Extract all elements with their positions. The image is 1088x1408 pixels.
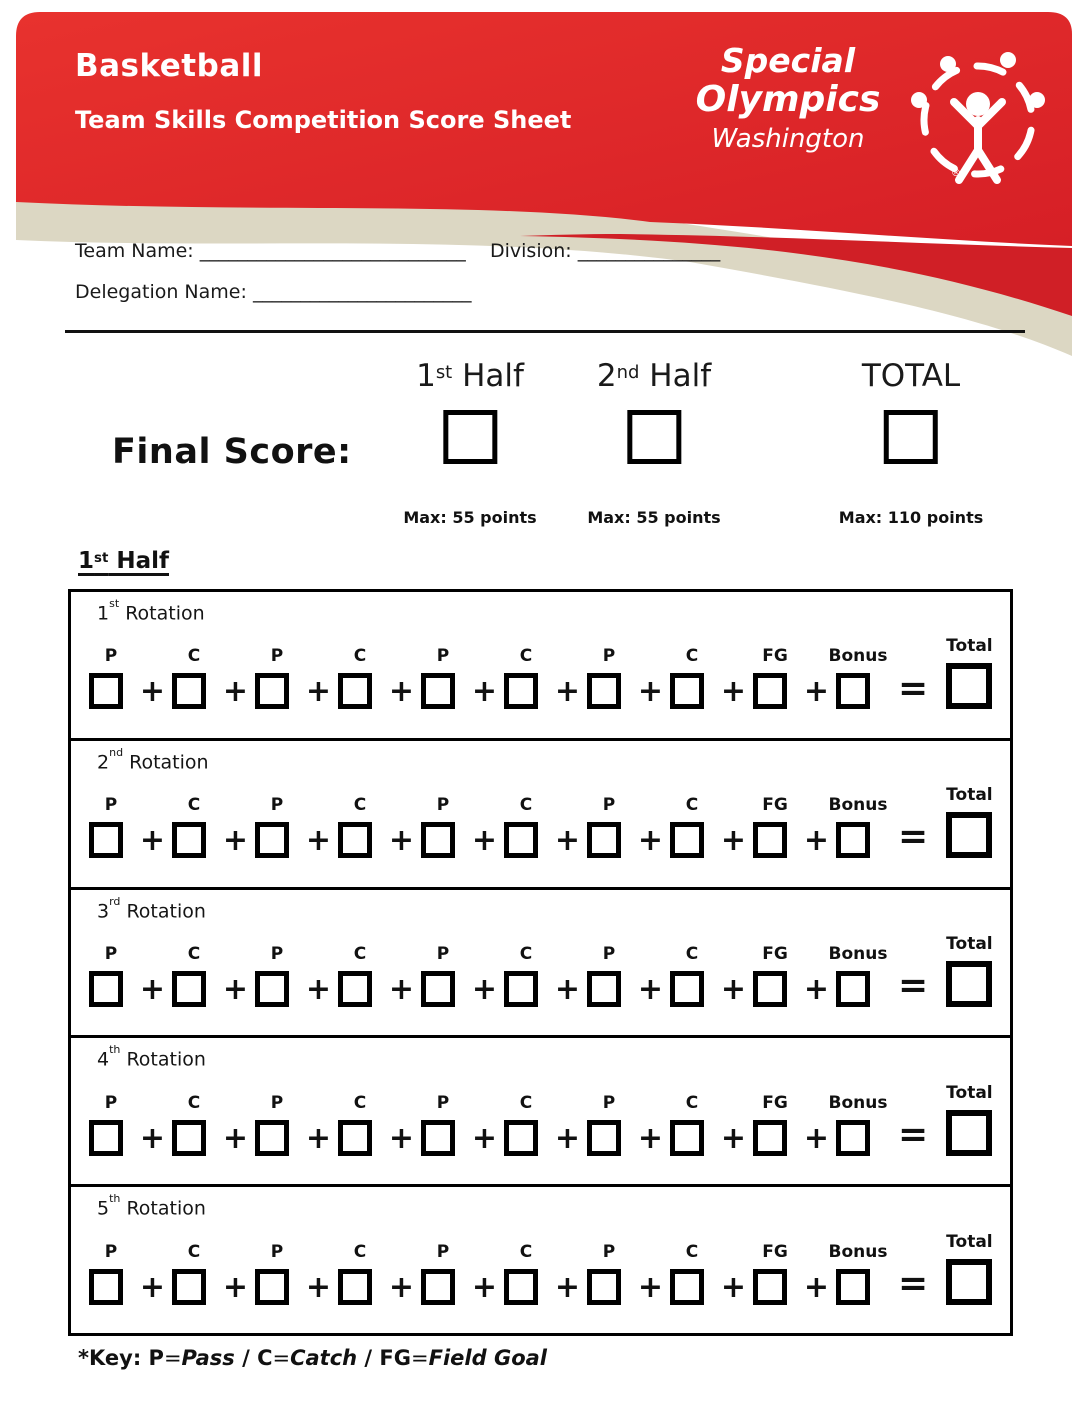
skill-cell-bonus bbox=[828, 646, 888, 709]
score-box-pass-4[interactable] bbox=[587, 1120, 621, 1156]
total-column-header: TOTAL bbox=[861, 358, 961, 394]
plus-sign: + bbox=[139, 674, 166, 710]
skill-cell-bonus bbox=[828, 795, 888, 858]
score-box-bonus[interactable] bbox=[836, 1120, 870, 1156]
team-name-blank-line[interactable]: ____________________________ bbox=[199, 240, 466, 262]
skill-cell-field-goal bbox=[753, 944, 836, 1007]
plus-sign: + bbox=[388, 1269, 415, 1305]
skill-label: P bbox=[104, 646, 118, 667]
team-name-label: Team Name: bbox=[75, 240, 194, 262]
first-half-score-box[interactable] bbox=[443, 410, 497, 464]
skill-label: P bbox=[436, 646, 450, 667]
key-term-field-goal: Field Goal bbox=[428, 1346, 547, 1370]
skill-label: C bbox=[685, 1241, 699, 1262]
score-box-pass-1[interactable] bbox=[89, 673, 123, 709]
skill-cell-pass-1 bbox=[89, 944, 172, 1007]
team-name-field bbox=[75, 240, 466, 262]
score-box-catch-1[interactable] bbox=[172, 971, 206, 1007]
skill-label: C bbox=[187, 1241, 201, 1262]
skill-cell-pass-4 bbox=[587, 1242, 670, 1305]
skill-cell-catch-1 bbox=[172, 795, 255, 858]
rotation-row bbox=[71, 1038, 1010, 1187]
wordmark-line-washington: Washington bbox=[711, 124, 865, 155]
key-note: *Key: P=Pass / C=Catch / FG=Field Goal bbox=[78, 1346, 547, 1370]
score-box-pass-3[interactable] bbox=[421, 822, 455, 858]
final-score-column-total bbox=[839, 358, 983, 527]
score-box-catch-1[interactable] bbox=[172, 1269, 206, 1305]
score-box-catch-4[interactable] bbox=[670, 1269, 704, 1305]
plus-sign: + bbox=[554, 971, 581, 1007]
skill-label: C bbox=[519, 646, 533, 667]
total-max-points: Max: 110 points bbox=[838, 508, 984, 527]
plus-sign: + bbox=[637, 674, 664, 710]
rotation-row bbox=[71, 1187, 1010, 1333]
plus-sign: + bbox=[637, 1120, 664, 1156]
rotation-total-cell bbox=[946, 1232, 992, 1305]
skill-label: C bbox=[353, 795, 367, 816]
skill-label: C bbox=[519, 1241, 533, 1262]
skill-label: P bbox=[270, 1241, 284, 1262]
plus-sign: + bbox=[305, 971, 332, 1007]
skill-label: C bbox=[685, 943, 699, 964]
rotation-total-box[interactable] bbox=[946, 663, 992, 709]
score-box-pass-2[interactable] bbox=[255, 971, 289, 1007]
equals-sign: = bbox=[898, 965, 929, 1007]
total-label: Total bbox=[946, 636, 993, 657]
skill-cell-pass-4 bbox=[587, 795, 670, 858]
equals-sign: = bbox=[898, 1262, 929, 1304]
rotation-total-box[interactable] bbox=[946, 1259, 992, 1305]
plus-sign: + bbox=[139, 971, 166, 1007]
skill-cell-catch-4 bbox=[670, 944, 753, 1007]
rotation-total-cell bbox=[946, 1083, 992, 1156]
total-label: Total bbox=[946, 933, 993, 954]
skill-label: P bbox=[270, 943, 284, 964]
skill-label: P bbox=[270, 795, 284, 816]
score-box-catch-2[interactable] bbox=[338, 1269, 372, 1305]
final-score-column-second-half bbox=[587, 358, 720, 527]
skill-cell-catch-2 bbox=[338, 646, 421, 709]
plus-sign: + bbox=[471, 971, 498, 1007]
skill-label: P bbox=[270, 1092, 284, 1113]
skill-label: FG bbox=[762, 795, 788, 816]
skill-cell-catch-4 bbox=[670, 795, 753, 858]
skill-label: C bbox=[685, 795, 699, 816]
plus-sign: + bbox=[139, 1269, 166, 1305]
skill-cell-pass-2 bbox=[255, 1242, 338, 1305]
registered-trademark-mark: ® bbox=[951, 168, 961, 179]
skill-cell-catch-3 bbox=[504, 646, 587, 709]
plus-sign: + bbox=[305, 674, 332, 710]
total-label: Total bbox=[946, 785, 993, 806]
key-abbr-pass: P bbox=[148, 1346, 164, 1370]
skill-label: P bbox=[270, 646, 284, 667]
second-half-score-box[interactable] bbox=[627, 410, 681, 464]
second-half-max-points: Max: 55 points bbox=[587, 508, 721, 527]
score-box-catch-1[interactable] bbox=[172, 673, 206, 709]
key-term-pass: Pass bbox=[181, 1346, 235, 1370]
skill-label: Bonus bbox=[828, 795, 888, 816]
plus-sign: + bbox=[305, 1120, 332, 1156]
skill-cell-pass-4 bbox=[587, 1093, 670, 1156]
skill-cell-pass-1 bbox=[89, 1093, 172, 1156]
special-olympics-wordmark bbox=[688, 41, 888, 155]
plus-sign: + bbox=[139, 1120, 166, 1156]
score-box-catch-2[interactable] bbox=[338, 822, 372, 858]
rotation-title: 2nd Rotation bbox=[97, 745, 209, 774]
skill-cell-pass-1 bbox=[89, 795, 172, 858]
plus-sign: + bbox=[803, 823, 830, 859]
rotation-cells bbox=[89, 1232, 1010, 1305]
plus-sign: + bbox=[388, 823, 415, 859]
plus-sign: + bbox=[388, 1120, 415, 1156]
rotation-cells bbox=[89, 1083, 1010, 1156]
equals-sign: = bbox=[898, 667, 929, 709]
plus-sign: + bbox=[471, 1120, 498, 1156]
plus-sign: + bbox=[222, 1120, 249, 1156]
rotation-total-box[interactable] bbox=[946, 812, 992, 858]
plus-sign: + bbox=[554, 674, 581, 710]
division-label: Division: bbox=[490, 240, 572, 262]
skill-cell-catch-4 bbox=[670, 1242, 753, 1305]
skill-cell-catch-4 bbox=[670, 646, 753, 709]
score-box-pass-4[interactable] bbox=[587, 971, 621, 1007]
skill-cell-pass-1 bbox=[89, 646, 172, 709]
plus-sign: + bbox=[471, 823, 498, 859]
total-label: Total bbox=[946, 1082, 993, 1103]
plus-sign: + bbox=[554, 1120, 581, 1156]
skill-label: Bonus bbox=[828, 646, 888, 667]
rotation-total-box[interactable] bbox=[946, 1110, 992, 1156]
score-box-catch-3[interactable] bbox=[504, 673, 538, 709]
score-box-catch-3[interactable] bbox=[504, 1269, 538, 1305]
skill-label: C bbox=[685, 646, 699, 667]
skill-cell-pass-3 bbox=[421, 1093, 504, 1156]
score-box-bonus[interactable] bbox=[836, 673, 870, 709]
score-box-pass-2[interactable] bbox=[255, 1120, 289, 1156]
key-abbr-catch: C bbox=[257, 1346, 273, 1370]
special-olympics-emblem-icon bbox=[908, 36, 1048, 188]
skill-cell-catch-3 bbox=[504, 1093, 587, 1156]
rotation-row bbox=[71, 741, 1010, 890]
skill-label: P bbox=[602, 1092, 616, 1113]
plus-sign: + bbox=[471, 674, 498, 710]
plus-sign: + bbox=[222, 674, 249, 710]
score-box-bonus[interactable] bbox=[836, 822, 870, 858]
skill-cell-catch-4 bbox=[670, 1093, 753, 1156]
skill-cell-bonus bbox=[828, 1241, 888, 1305]
plus-sign: + bbox=[139, 823, 166, 859]
wordmark-line-olympics: Olympics bbox=[695, 78, 881, 120]
score-box-catch-2[interactable] bbox=[338, 971, 372, 1007]
score-box-field-goal[interactable] bbox=[753, 673, 787, 709]
skill-label: P bbox=[104, 1092, 118, 1113]
score-box-catch-4[interactable] bbox=[670, 971, 704, 1007]
skill-cell-catch-1 bbox=[172, 646, 255, 709]
plus-sign: + bbox=[222, 1269, 249, 1305]
plus-sign: + bbox=[720, 1269, 747, 1305]
plus-sign: + bbox=[637, 971, 664, 1007]
skill-label: C bbox=[187, 943, 201, 964]
plus-sign: + bbox=[637, 823, 664, 859]
skill-label: FG bbox=[762, 646, 788, 667]
skill-label: Bonus bbox=[828, 1092, 888, 1113]
score-box-field-goal[interactable] bbox=[753, 1269, 787, 1305]
skill-cell-catch-3 bbox=[504, 795, 587, 858]
skill-cell-pass-4 bbox=[587, 944, 670, 1007]
skill-label: C bbox=[187, 795, 201, 816]
skill-cell-pass-2 bbox=[255, 646, 338, 709]
skill-cell-field-goal bbox=[753, 1093, 836, 1156]
total-score-box[interactable] bbox=[884, 410, 938, 464]
rotation-total-cell bbox=[946, 934, 992, 1007]
division-blank-line[interactable]: _______________ bbox=[577, 240, 721, 262]
skill-label: FG bbox=[762, 943, 788, 964]
key-term-catch: Catch bbox=[290, 1346, 358, 1370]
score-box-pass-2[interactable] bbox=[255, 673, 289, 709]
skill-label: C bbox=[353, 646, 367, 667]
plus-sign: + bbox=[720, 1120, 747, 1156]
plus-sign: + bbox=[554, 823, 581, 859]
final-score-label: Final Score: bbox=[112, 432, 352, 472]
score-box-pass-1[interactable] bbox=[89, 822, 123, 858]
score-box-bonus[interactable] bbox=[836, 971, 870, 1007]
plus-sign: + bbox=[554, 1269, 581, 1305]
rotation-title: 3rd Rotation bbox=[97, 894, 206, 922]
score-box-bonus[interactable] bbox=[836, 1269, 870, 1305]
score-box-field-goal[interactable] bbox=[753, 822, 787, 858]
score-box-catch-3[interactable] bbox=[504, 822, 538, 858]
second-half-column-header: 2nd Half bbox=[596, 358, 712, 394]
rotation-title: 4th Rotation bbox=[97, 1043, 206, 1071]
score-box-pass-1[interactable] bbox=[89, 1269, 123, 1305]
skill-cell-pass-1 bbox=[89, 1242, 172, 1305]
skill-cell-catch-1 bbox=[172, 944, 255, 1007]
score-box-pass-4[interactable] bbox=[587, 822, 621, 858]
skill-label: P bbox=[602, 1241, 616, 1262]
divider-rule bbox=[65, 330, 1025, 333]
score-box-field-goal[interactable] bbox=[753, 1120, 787, 1156]
rotations-panel bbox=[68, 589, 1013, 1336]
skill-label: C bbox=[353, 1092, 367, 1113]
skill-label: P bbox=[436, 1092, 450, 1113]
skill-cell-bonus bbox=[828, 1092, 888, 1156]
skill-label: Bonus bbox=[828, 1241, 888, 1262]
skill-label: C bbox=[187, 1092, 201, 1113]
delegation-name-field bbox=[75, 281, 471, 303]
skill-cell-catch-1 bbox=[172, 1093, 255, 1156]
rotation-title: 5th Rotation bbox=[97, 1192, 206, 1220]
skill-cell-pass-3 bbox=[421, 1242, 504, 1305]
plus-sign: + bbox=[803, 674, 830, 710]
delegation-name-label: Delegation Name: bbox=[75, 281, 247, 303]
delegation-name-blank-line[interactable]: _______________________ bbox=[252, 281, 472, 303]
page-title: Basketball bbox=[75, 48, 263, 84]
score-box-catch-2[interactable] bbox=[338, 1120, 372, 1156]
skill-cell-field-goal bbox=[753, 646, 836, 709]
skill-cell-pass-4 bbox=[587, 646, 670, 709]
skill-cell-pass-3 bbox=[421, 944, 504, 1007]
skill-label: P bbox=[436, 795, 450, 816]
score-box-catch-2[interactable] bbox=[338, 673, 372, 709]
score-box-catch-1[interactable] bbox=[172, 1120, 206, 1156]
skill-label: P bbox=[602, 795, 616, 816]
skill-label: C bbox=[353, 1241, 367, 1262]
plus-sign: + bbox=[222, 823, 249, 859]
page-subtitle: Team Skills Competition Score Sheet bbox=[75, 106, 572, 134]
skill-label: Bonus bbox=[828, 943, 888, 964]
plus-sign: + bbox=[388, 674, 415, 710]
plus-sign: + bbox=[720, 674, 747, 710]
skill-label: P bbox=[602, 646, 616, 667]
plus-sign: + bbox=[803, 1120, 830, 1156]
skill-cell-pass-2 bbox=[255, 1093, 338, 1156]
plus-sign: + bbox=[471, 1269, 498, 1305]
score-box-pass-3[interactable] bbox=[421, 1269, 455, 1305]
skill-cell-catch-1 bbox=[172, 1242, 255, 1305]
first-half-max-points: Max: 55 points bbox=[403, 508, 537, 527]
skill-label: P bbox=[602, 943, 616, 964]
key-abbr-field-goal: FG bbox=[379, 1346, 412, 1370]
score-box-pass-3[interactable] bbox=[421, 673, 455, 709]
skill-label: P bbox=[104, 1241, 118, 1262]
score-box-pass-4[interactable] bbox=[587, 1269, 621, 1305]
skill-cell-catch-2 bbox=[338, 1093, 421, 1156]
skill-cell-field-goal bbox=[753, 1242, 836, 1305]
rotation-row bbox=[71, 890, 1010, 1039]
rotation-cells bbox=[89, 785, 1010, 858]
skill-cell-field-goal bbox=[753, 795, 836, 858]
skill-label: FG bbox=[762, 1092, 788, 1113]
first-half-heading: 1st Half bbox=[78, 548, 169, 574]
score-box-catch-3[interactable] bbox=[504, 1120, 538, 1156]
rotation-total-cell bbox=[946, 785, 992, 858]
score-box-pass-2[interactable] bbox=[255, 822, 289, 858]
skill-label: C bbox=[685, 1092, 699, 1113]
skill-cell-pass-2 bbox=[255, 795, 338, 858]
plus-sign: + bbox=[803, 1269, 830, 1305]
division-field bbox=[490, 240, 720, 262]
rotation-cells bbox=[89, 934, 1010, 1007]
score-box-catch-1[interactable] bbox=[172, 822, 206, 858]
score-box-pass-1[interactable] bbox=[89, 1120, 123, 1156]
rotation-cells bbox=[89, 636, 1010, 709]
skill-cell-pass-3 bbox=[421, 795, 504, 858]
skill-label: C bbox=[519, 943, 533, 964]
rotation-title: 1st Rotation bbox=[97, 597, 205, 625]
score-box-field-goal[interactable] bbox=[753, 971, 787, 1007]
skill-cell-pass-3 bbox=[421, 646, 504, 709]
wordmark-line-special: Special bbox=[720, 41, 856, 80]
rotation-row bbox=[71, 592, 1010, 741]
skill-label: FG bbox=[762, 1241, 788, 1262]
score-box-catch-4[interactable] bbox=[670, 822, 704, 858]
plus-sign: + bbox=[222, 971, 249, 1007]
score-box-catch-3[interactable] bbox=[504, 971, 538, 1007]
plus-sign: + bbox=[637, 1269, 664, 1305]
skill-label: C bbox=[519, 795, 533, 816]
final-score-column-first-half bbox=[403, 358, 536, 527]
key-prefix: *Key: bbox=[78, 1346, 149, 1370]
skill-cell-catch-2 bbox=[338, 795, 421, 858]
score-box-catch-4[interactable] bbox=[670, 673, 704, 709]
skill-cell-bonus bbox=[828, 943, 888, 1007]
plus-sign: + bbox=[720, 971, 747, 1007]
plus-sign: + bbox=[305, 1269, 332, 1305]
equals-sign: = bbox=[898, 816, 929, 858]
rotation-total-box[interactable] bbox=[946, 961, 992, 1007]
skill-cell-catch-2 bbox=[338, 1242, 421, 1305]
skill-cell-catch-3 bbox=[504, 944, 587, 1007]
score-box-pass-2[interactable] bbox=[255, 1269, 289, 1305]
skill-label: C bbox=[353, 943, 367, 964]
skill-cell-pass-2 bbox=[255, 944, 338, 1007]
skill-label: P bbox=[436, 1241, 450, 1262]
skill-label: C bbox=[187, 646, 201, 667]
plus-sign: + bbox=[388, 971, 415, 1007]
equals-sign: = bbox=[898, 1113, 929, 1155]
score-box-pass-3[interactable] bbox=[421, 971, 455, 1007]
score-box-pass-4[interactable] bbox=[587, 673, 621, 709]
skill-label: P bbox=[104, 943, 118, 964]
score-box-pass-1[interactable] bbox=[89, 971, 123, 1007]
skill-label: C bbox=[519, 1092, 533, 1113]
total-label: Total bbox=[946, 1231, 993, 1252]
score-box-pass-3[interactable] bbox=[421, 1120, 455, 1156]
rotation-total-cell bbox=[946, 636, 992, 709]
plus-sign: + bbox=[720, 823, 747, 859]
first-half-column-header: 1st Half bbox=[416, 358, 524, 394]
skill-cell-catch-3 bbox=[504, 1242, 587, 1305]
plus-sign: + bbox=[803, 971, 830, 1007]
plus-sign: + bbox=[305, 823, 332, 859]
skill-label: P bbox=[436, 943, 450, 964]
skill-cell-catch-2 bbox=[338, 944, 421, 1007]
skill-label: P bbox=[104, 795, 118, 816]
score-box-catch-4[interactable] bbox=[670, 1120, 704, 1156]
